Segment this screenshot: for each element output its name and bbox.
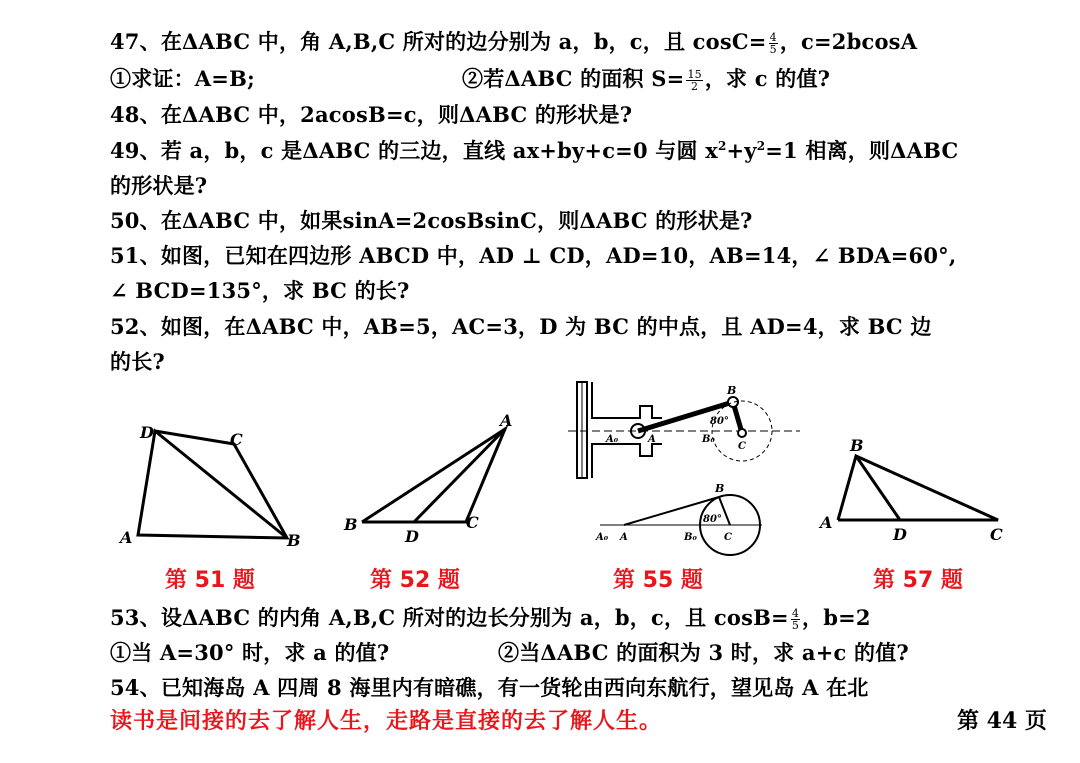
caption-fig-52: 第 52 题	[370, 568, 460, 593]
fig55-label-B0: B₀	[684, 532, 697, 543]
fig55-label-A0: A₀	[596, 532, 609, 543]
fraction-denominator: 2	[691, 80, 699, 93]
problem-53-sub2: ②当ΔABC 的面积为 3 时，求 a+c 的值?	[498, 640, 909, 665]
problem-47-sub2b: ，求 c 的值?	[704, 66, 831, 91]
caption-fig-55: 第 55 题	[613, 568, 703, 593]
problem-49-line1	[110, 135, 958, 165]
problem-47-text-a: 47、在ΔABC 中，角 A,B,C 所对的边分别为 a，b，c，且 cosC=	[110, 29, 767, 54]
fig57-label-C: C	[990, 525, 1003, 544]
fig55-label-C: C	[724, 532, 732, 543]
fraction-4-5	[791, 608, 800, 631]
problem-53-line1	[110, 602, 871, 632]
figure-52	[362, 429, 505, 522]
fraction-numerator: 15	[687, 68, 702, 81]
fraction-15-2	[686, 69, 702, 92]
fraction-denominator: 5	[791, 619, 800, 632]
fig57-label-B: B	[850, 436, 864, 455]
footer-motto: 读书是间接的去了解人生，走路是直接的去了解人生。	[110, 708, 663, 734]
fig55-label-A: A	[620, 532, 628, 543]
fig55-top-label-B: B	[727, 384, 737, 397]
superscript: 2	[756, 139, 766, 153]
fraction-numerator: 4	[791, 607, 800, 620]
fraction-numerator: 4	[769, 31, 777, 44]
problem-47-line2b	[462, 63, 830, 93]
problem-53-text-b: ，b=2	[802, 605, 871, 630]
problem-52-line1: 52、如图，在ΔABC 中，AB=5，AC=3，D 为 BC 的中点，且 AD=4，求 BC 边	[110, 314, 932, 339]
problem-49-line2: 的形状是?	[110, 173, 208, 198]
problem-49-text-b: +y	[726, 138, 757, 163]
problem-49-text-a: 49、若 a，b，c 是ΔABC 的三边，直线 ax+by+c=0 与圆 x	[110, 138, 718, 163]
problem-54: 54、已知海岛 A 四周 8 海里内有暗礁，有一货轮由西向东航行，望见岛 A 在北	[110, 675, 869, 700]
problem-50: 50、在ΔABC 中，如果sinA=2cosBsinC，则ΔABC 的形状是?	[110, 208, 753, 233]
figure-55-mechanism	[568, 382, 800, 478]
fig55-top-label-A: A	[648, 434, 656, 445]
fig52-label-C: C	[466, 513, 479, 532]
problem-49-text-c: =1 相离，则ΔABC	[765, 138, 959, 163]
figure-51	[138, 431, 287, 538]
fig52-label-A: A	[500, 411, 513, 430]
figure-55-geometry	[600, 495, 762, 555]
problem-47-sub2a: ②若ΔABC 的面积 S=	[462, 66, 685, 91]
fig51-label-C: C	[230, 430, 243, 449]
figures-panel	[0, 378, 1080, 578]
fig55-top-label-A0: A₀	[606, 434, 619, 445]
fig55-top-label-C: C	[738, 441, 746, 452]
problem-47-sub1: ①求证：A=B;	[110, 66, 255, 91]
problem-47-line2	[110, 63, 255, 93]
caption-fig-51: 第 51 题	[165, 568, 255, 593]
problem-52-line2: 的长?	[110, 349, 165, 374]
fig57-label-D: D	[893, 525, 907, 544]
fig55-top-label-B0: B₀	[702, 434, 715, 445]
fraction-denominator: 5	[769, 43, 777, 56]
fig51-label-B: B	[287, 531, 301, 550]
problem-53-sub1: ①当 A=30° 时，求 a 的值?	[110, 640, 390, 665]
problem-47-text-b: ，c=2bcosA	[779, 29, 918, 54]
fig51-label-D: D	[140, 423, 154, 442]
fig57-label-A: A	[820, 513, 833, 532]
fig52-label-B: B	[344, 515, 358, 534]
fig55-label-B: B	[715, 482, 725, 495]
fig55-top-label-80: 80°	[710, 416, 729, 427]
problem-53-text-a: 53、设ΔABC 的内角 A,B,C 所对的边长分别为 a，b，c，且 cosB=	[110, 605, 789, 630]
fig51-label-A: A	[120, 528, 133, 547]
fig55-label-80: 80°	[703, 514, 722, 525]
problem-47-line1	[110, 26, 917, 56]
problem-51-line2: ∠ BCD=135°，求 BC 的长?	[110, 278, 410, 303]
page-number: 第 44 页	[957, 708, 1047, 734]
figure-57	[838, 456, 998, 520]
fig52-label-D: D	[405, 527, 419, 546]
problem-51-line1: 51、如图，已知在四边形 ABCD 中，AD ⊥ CD，AD=10，AB=14，∠ BDA=60°,	[110, 243, 957, 268]
superscript: 2	[717, 139, 727, 153]
problem-48: 48、在ΔABC 中，2acosB=c，则ΔABC 的形状是?	[110, 102, 633, 127]
caption-fig-57: 第 57 题	[873, 568, 963, 593]
fraction-4-5	[769, 32, 778, 55]
